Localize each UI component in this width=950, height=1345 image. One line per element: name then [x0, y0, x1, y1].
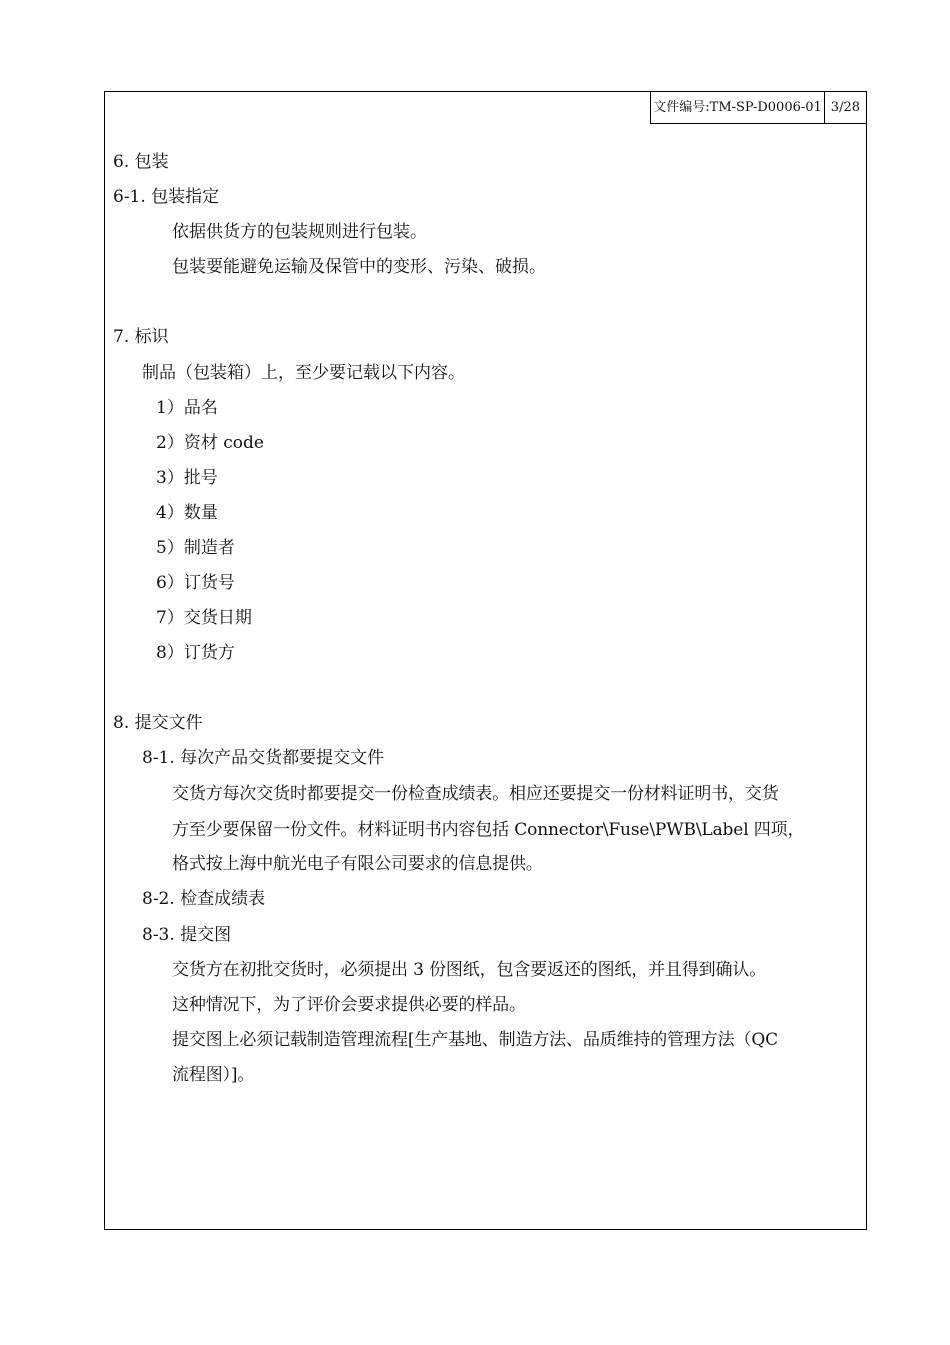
section-8-title: 8. 提交文件: [113, 713, 203, 733]
section-8-1-line: 交货方每次交货时都要提交一份检查成绩表。相应还要提交一份材料证明书，交货: [172, 784, 779, 804]
document-number-box: [650, 91, 867, 124]
section-7-item: 4）数量: [156, 503, 218, 523]
section-6-1-line: 包装要能避免运输及保管中的变形、污染、破损。: [172, 257, 546, 277]
section-8-3-line: 这种情况下，为了评价会要求提供必要的样品。: [172, 995, 526, 1015]
section-7-item: 7）交货日期: [156, 608, 252, 628]
section-7-intro: 制品（包装箱）上，至少要记载以下内容。: [142, 363, 465, 383]
section-7-item: 8）订货方: [156, 643, 235, 663]
section-7-item: 1）品名: [156, 398, 218, 418]
section-6-1-title: 6-1. 包装指定: [113, 187, 220, 207]
section-7-title: 7. 标识: [113, 327, 169, 347]
section-7-item: 5）制造者: [156, 538, 235, 558]
page-number: 3/28: [830, 100, 860, 115]
section-8-1-line: 方至少要保留一份文件。材料证明书内容包括 Connector\Fuse\PWB\Label 四项，: [172, 820, 805, 840]
section-6-1-line: 依据供货方的包装规则进行包装。: [172, 222, 427, 242]
document-number: 文件编号:TM-SP-D0006-01: [651, 92, 825, 123]
section-7-item: 6）订货号: [156, 573, 235, 593]
section-7-item: 2）资材 code: [156, 433, 264, 453]
section-8-3-line: 提交图上必须记载制造管理流程[生产基地、制造方法、品质维持的管理方法（QC: [172, 1030, 779, 1050]
section-8-3-title: 8-3. 提交图: [142, 925, 232, 945]
section-8-3-line: 流程图）]。: [172, 1065, 255, 1085]
section-8-2-title: 8-2. 检查成绩表: [142, 889, 266, 909]
document-frame: [104, 91, 867, 1230]
section-6-title: 6. 包装: [113, 152, 169, 172]
section-8-1-line: 格式按上海中航光电子有限公司要求的信息提供。: [172, 854, 543, 874]
section-7-item: 3）批号: [156, 468, 218, 488]
section-8-1-title: 8-1. 每次产品交货都要提交文件: [142, 748, 385, 768]
section-8-3-line: 交货方在初批交货时，必须提出 3 份图纸，包含要返还的图纸，并且得到确认。: [172, 960, 767, 980]
